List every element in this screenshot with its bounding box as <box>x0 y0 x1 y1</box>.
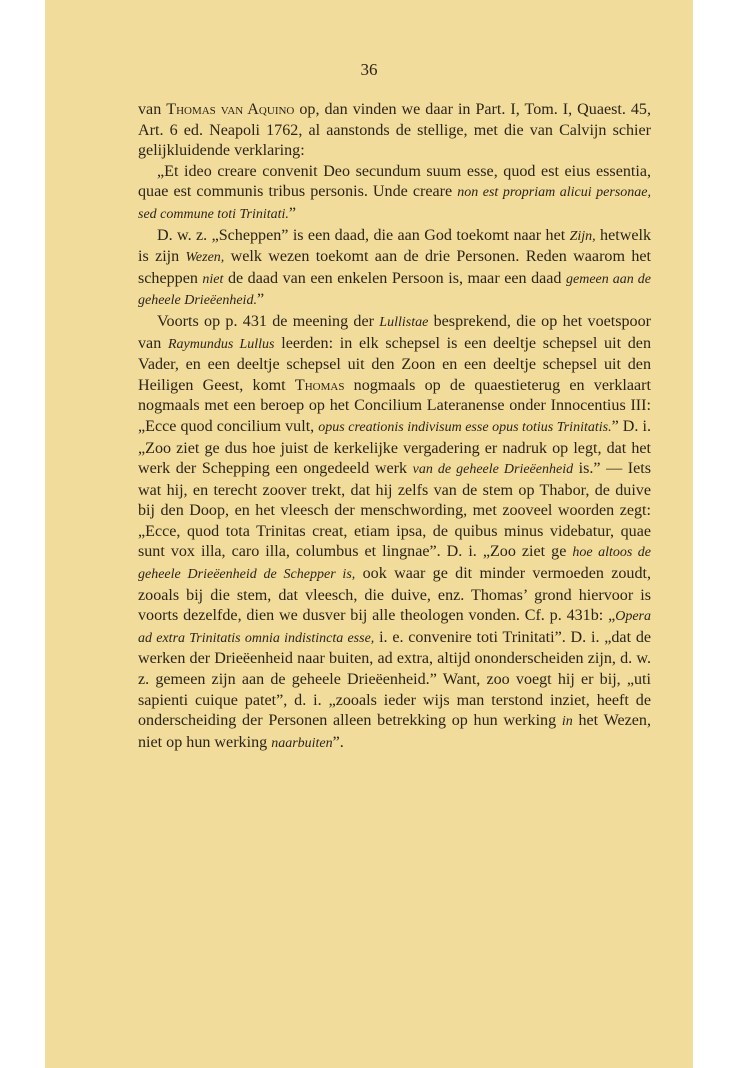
text-run: op, dan vinden we daar in Part. I, Tom. I, Quaest. 45, Art. 6 ed. Neapoli 1762, al aanstonds de stellige, met die van Calvijn schier gelijkluidende verklaring: <box>138 101 651 160</box>
small-caps-name: Thomas van Aquino <box>166 101 295 118</box>
text-run: i. e. convenire toti Trinitati”. D. i. „dat de werken der Drieëenheid naar buiten, ad extra, altijd ononderscheiden zijn, d. w. z. gemeen zijn aan de geheele Drieëenheid.” Want, zoo voegt hij er bij, „uti sapienti cuique patet”, d. i. „zooals ieder wijs man terstond inziet, heeft de onderscheiding der Personen alleen betrekking op hun werking <box>138 628 652 730</box>
italic-text: in <box>561 714 573 730</box>
text-run: ” D. i. „Zoo ziet ge dus hoe juist de kerkelijke vergadering er nadruk op legt, dat het werk der Schepping een ongedeeld werk <box>138 417 651 478</box>
text-run: nogmaals op de quaestieterug en verklaart nogmaals met een beroep op het Concilium Lateranense onder Innocentius III: „Ecce quod concilium vult, <box>138 376 651 435</box>
italic-text: Raymundus Lullus <box>167 336 275 352</box>
text-run: ” <box>256 291 265 309</box>
paragraph <box>138 100 651 162</box>
italic-text: niet <box>202 271 224 287</box>
italic-text: non est propriam alicui personae, sed commune toti Trinitati. <box>138 185 652 222</box>
text-run: „Et ideo creare convenit Deo secundum suum esse, quod est eius essentia, quae est communis tribus personis. Unde creare <box>138 162 651 201</box>
page-number: 36 <box>360 60 378 79</box>
italic-text: opus creationis indivisum esse opus totius Trinitatis. <box>318 419 612 435</box>
italic-text: Opera ad extra Trinitatis omnia indistincta esse, <box>138 609 651 646</box>
text-run: welk wezen toekomt aan de drie Personen. Reden waarom het scheppen <box>138 248 651 287</box>
italic-text: naarbuiten <box>271 735 333 751</box>
italic-text: Zijn, <box>569 228 596 244</box>
italic-text: hoe altoos de geheele Drieëenheid de Schepper is, <box>138 545 651 583</box>
small-caps-name: Thomas <box>294 376 345 394</box>
text-run: Voorts op p. 431 de meening der <box>157 312 380 330</box>
text-run: ook waar ge dit minder vermoeden zoudt, zooals bij die stem, dat vleesch, die duive, enz. Thomas’ grond hiervoor is voorts dezelfde, dien we dusver bij alle theologen vonden. Cf. p. 431b: „ <box>138 565 651 625</box>
page-body-text <box>138 100 651 754</box>
paragraph <box>138 162 651 226</box>
book-page <box>45 0 693 1068</box>
italic-text: Wezen, <box>185 250 225 266</box>
paragraph <box>138 226 651 312</box>
paragraph <box>138 312 651 754</box>
text-run: is.” — Iets wat hij, en terecht zoover trekt, dat hij zelfs van de stem op Thabor, de duive bij den Doop, en het vleesch der menschwording, met zooveel woorden zegt: „Ecce, quod tota Trinitas creat, etiam ipsa, de quibus minus videbatur, quae sunt vox illa, caro illa, columbus et lingnae”. D. i. „Zoo ziet ge <box>138 460 651 561</box>
text-run: D. w. z. „Scheppen” is een daad, die aan God toekomt naar het <box>157 226 570 244</box>
text-run: besprekend, die op het voetspoor van <box>138 312 652 352</box>
text-run: ”. <box>332 733 344 751</box>
text-run: de daad van een enkelen Persoon is, maar een daad <box>223 269 567 287</box>
italic-text: van de geheele Drieëenheid <box>412 462 574 478</box>
text-run: ” <box>288 204 297 222</box>
italic-text: gemeen aan de geheele Drieëenheid. <box>138 271 652 309</box>
text-run: leerden: in elk schepsel is een deeltje schepsel uit den Vader, en een deeltje schepsel uit den Zoon en een deeltje schepsel uit den Heiligen Geest, komt <box>138 334 651 394</box>
text-run: hetwelk is zijn <box>138 226 652 266</box>
text-run: van <box>138 101 167 118</box>
text-run: het Wezen, niet op hun werking <box>138 712 651 751</box>
italic-text: Lullistae <box>379 314 429 330</box>
